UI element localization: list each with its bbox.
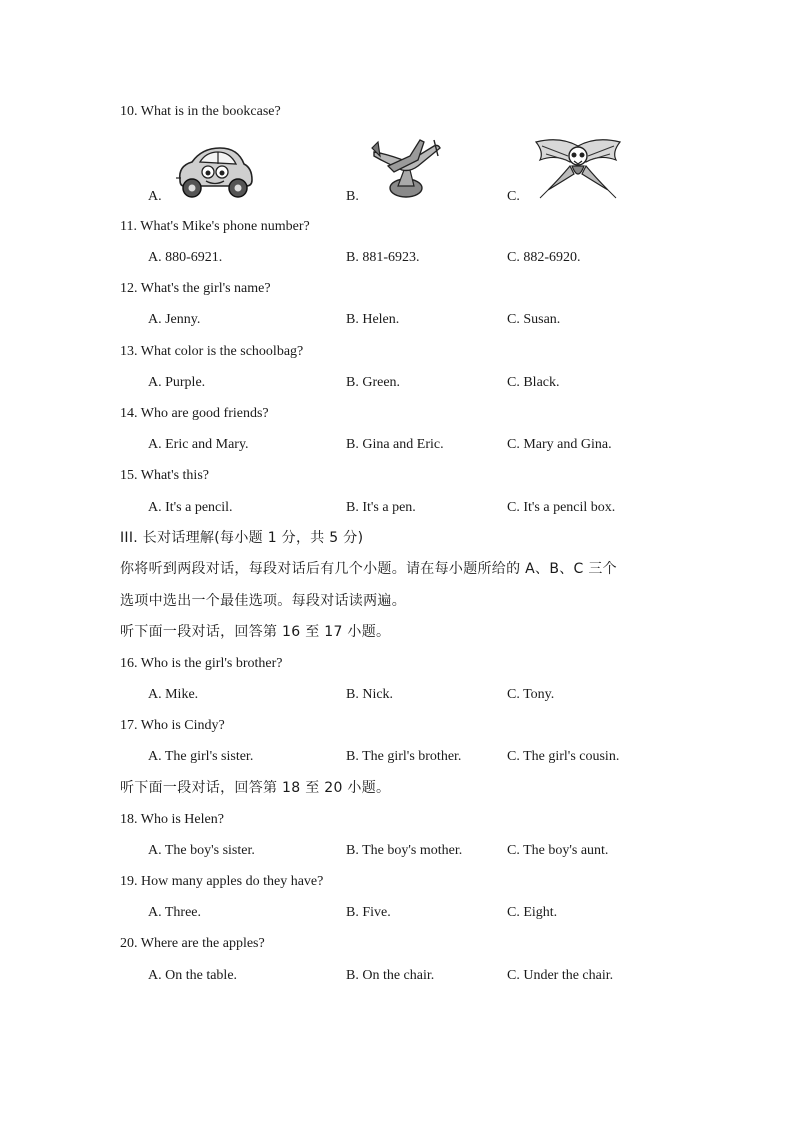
option-a: A. The girl's sister. [148, 749, 254, 764]
question-14 [0, 404, 794, 424]
option-b: B. Green. [346, 375, 401, 390]
question-13-options [0, 373, 794, 393]
option-a: A. Eric and Mary. [148, 437, 249, 452]
option-b-label: B. [346, 189, 359, 204]
dialogue-intro-text: 听下面一段对话，回答第 16 至 17 小题。 [120, 624, 391, 640]
option-c-label: C. [507, 189, 520, 204]
toy-plane-icon [368, 136, 444, 202]
question-18 [0, 810, 794, 830]
question-14-options [0, 435, 794, 455]
option-b: B. Nick. [346, 687, 394, 702]
question-text: 14. Who are good friends? [120, 406, 269, 421]
question-text: 16. Who is the girl's brother? [120, 656, 283, 671]
option-c: C. Black. [507, 375, 560, 390]
question-17-options [0, 747, 794, 767]
question-12 [0, 279, 794, 299]
question-17 [0, 716, 794, 736]
option-b: B. Gina and Eric. [346, 437, 444, 452]
option-a: A. Mike. [148, 687, 199, 702]
question-20 [0, 934, 794, 954]
question-text: 19. How many apples do they have? [120, 874, 324, 889]
question-15 [0, 466, 794, 486]
question-text: 12. What's the girl's name? [120, 281, 271, 296]
question-19-options [0, 903, 794, 923]
question-text: 15. What's this? [120, 468, 209, 483]
option-b: B. The girl's brother. [346, 749, 462, 764]
question-12-options [0, 310, 794, 330]
option-b: B. Five. [346, 905, 391, 920]
question-text: 20. Where are the apples? [120, 936, 265, 951]
question-text: 17. Who is Cindy? [120, 718, 225, 733]
option-a: A. Three. [148, 905, 201, 920]
option-b: B. On the chair. [346, 968, 435, 983]
option-c: C. It's a pencil box. [507, 500, 616, 515]
section-3-heading: III. 长对话理解(每小题 1 分，共 5 分) [120, 530, 364, 546]
question-text: 13. What color is the schoolbag? [120, 344, 304, 359]
option-a: A. The boy's sister. [148, 843, 255, 858]
instruction-line-2 [0, 591, 794, 611]
question-text: 11. What's Mike's phone number? [120, 219, 310, 234]
question-16 [0, 654, 794, 674]
question-text: 18. Who is Helen? [120, 812, 224, 827]
option-b: B. Helen. [346, 312, 400, 327]
instruction-text: 选项中选出一个最佳选项。每段对话读两遍。 [120, 593, 406, 609]
instruction-text: 你将听到两段对话，每段对话后有几个小题。请在每小题所给的 A、B、C 三个 [120, 561, 617, 577]
instruction-line-1 [0, 559, 794, 579]
option-c: C. Eight. [507, 905, 558, 920]
option-a: A. Jenny. [148, 312, 201, 327]
dialogue-intro-text: 听下面一段对话，回答第 18 至 20 小题。 [120, 780, 391, 796]
question-15-options [0, 498, 794, 518]
question-16-options [0, 685, 794, 705]
section-heading [0, 528, 794, 548]
question-11 [0, 217, 794, 237]
option-a: A. Purple. [148, 375, 206, 390]
question-19 [0, 872, 794, 892]
dialogue-2-intro [0, 778, 794, 798]
question-20-options [0, 966, 794, 986]
option-c: C. Tony. [507, 687, 555, 702]
option-c: C. Susan. [507, 312, 561, 327]
question-18-options [0, 841, 794, 861]
option-b: B. It's a pen. [346, 500, 416, 515]
kite-icon [530, 134, 626, 200]
option-a: A. On the table. [148, 968, 238, 983]
option-c: C. Mary and Gina. [507, 437, 612, 452]
question-13 [0, 342, 794, 362]
option-c: C. Under the chair. [507, 968, 614, 983]
option-a: A. 880-6921. [148, 250, 223, 265]
option-b: B. 881-6923. [346, 250, 420, 265]
dialogue-1-intro [0, 622, 794, 642]
question-10 [0, 102, 794, 122]
option-c: C. The boy's aunt. [507, 843, 609, 858]
option-b: B. The boy's mother. [346, 843, 463, 858]
option-a-label: A. [148, 189, 162, 204]
option-c: C. 882-6920. [507, 250, 581, 265]
question-11-options [0, 248, 794, 268]
question-text: 10. What is in the bookcase? [120, 104, 281, 119]
option-a: A. It's a pencil. [148, 500, 233, 515]
toy-car-icon [172, 140, 256, 202]
option-c: C. The girl's cousin. [507, 749, 620, 764]
